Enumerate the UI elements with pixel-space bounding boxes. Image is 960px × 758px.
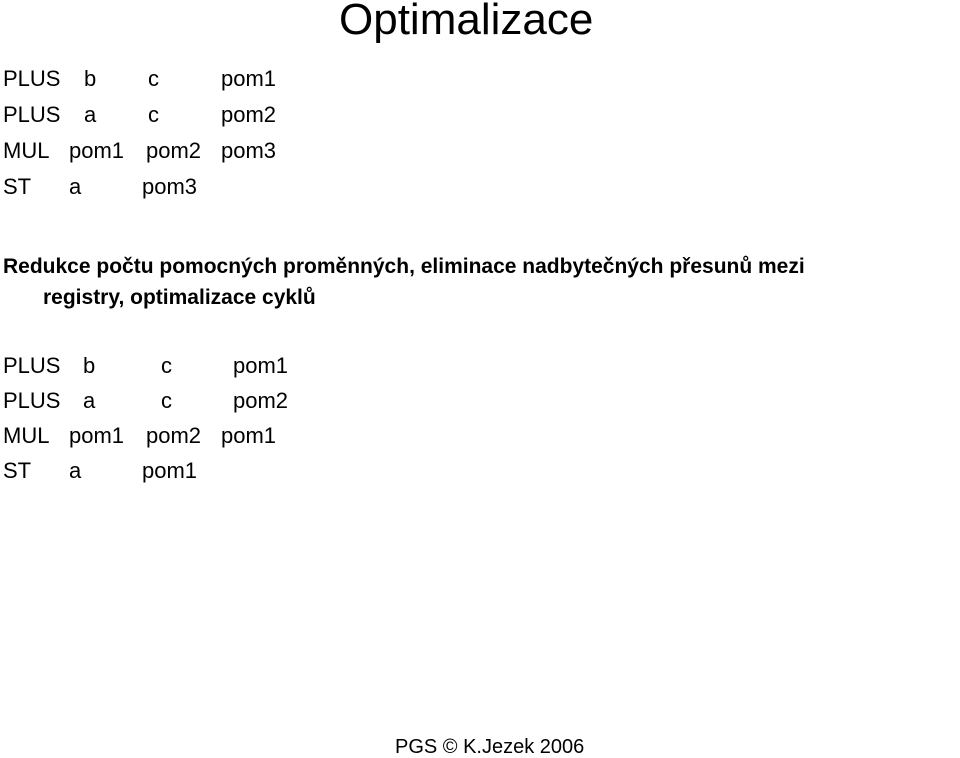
code-instruction: MUL xyxy=(3,138,50,163)
code-operand: c xyxy=(161,388,172,413)
description-line-2: registry, optimalizace cyklů xyxy=(43,286,316,309)
code-operand: a xyxy=(84,102,97,127)
code-operand: pom2 xyxy=(146,138,202,163)
code-operand: pom2 xyxy=(221,102,277,127)
slide-description xyxy=(3,251,960,313)
code-operand: pom1 xyxy=(221,66,277,91)
code-operand: pom2 xyxy=(233,388,289,413)
code-operand: pom3 xyxy=(221,138,277,163)
code-operand: c xyxy=(148,66,159,91)
code-instruction: ST xyxy=(3,458,32,483)
code-operand: a xyxy=(69,174,82,199)
code-operand: pom3 xyxy=(142,174,198,199)
code-instruction: PLUS xyxy=(3,102,61,127)
code-operand: pom1 xyxy=(142,458,198,483)
code-operand: pom2 xyxy=(146,423,202,448)
slide-footer: PGS © K.Jezek 2006 xyxy=(395,736,585,758)
code-operand: c xyxy=(161,353,172,378)
code-operand: c xyxy=(148,102,159,127)
code-instruction: PLUS xyxy=(3,353,61,378)
code-operand: pom1 xyxy=(233,353,289,378)
code-operand: b xyxy=(84,66,97,91)
code-operand: pom1 xyxy=(221,423,277,448)
code-operand: a xyxy=(69,458,82,483)
code-operand: b xyxy=(83,353,96,378)
code-instruction: PLUS xyxy=(3,388,61,413)
code-instruction: ST xyxy=(3,174,32,199)
description-line-1: Redukce počtu pomocných proměnných, eliminace nadbytečných přesunů mezi xyxy=(3,255,805,278)
code-operand: a xyxy=(83,388,96,413)
code-instruction: PLUS xyxy=(3,66,61,91)
code-instruction: MUL xyxy=(3,423,50,448)
code-operand: pom1 xyxy=(69,423,125,448)
slide-title: Optimalizace xyxy=(339,0,594,44)
code-operand: pom1 xyxy=(69,138,125,163)
